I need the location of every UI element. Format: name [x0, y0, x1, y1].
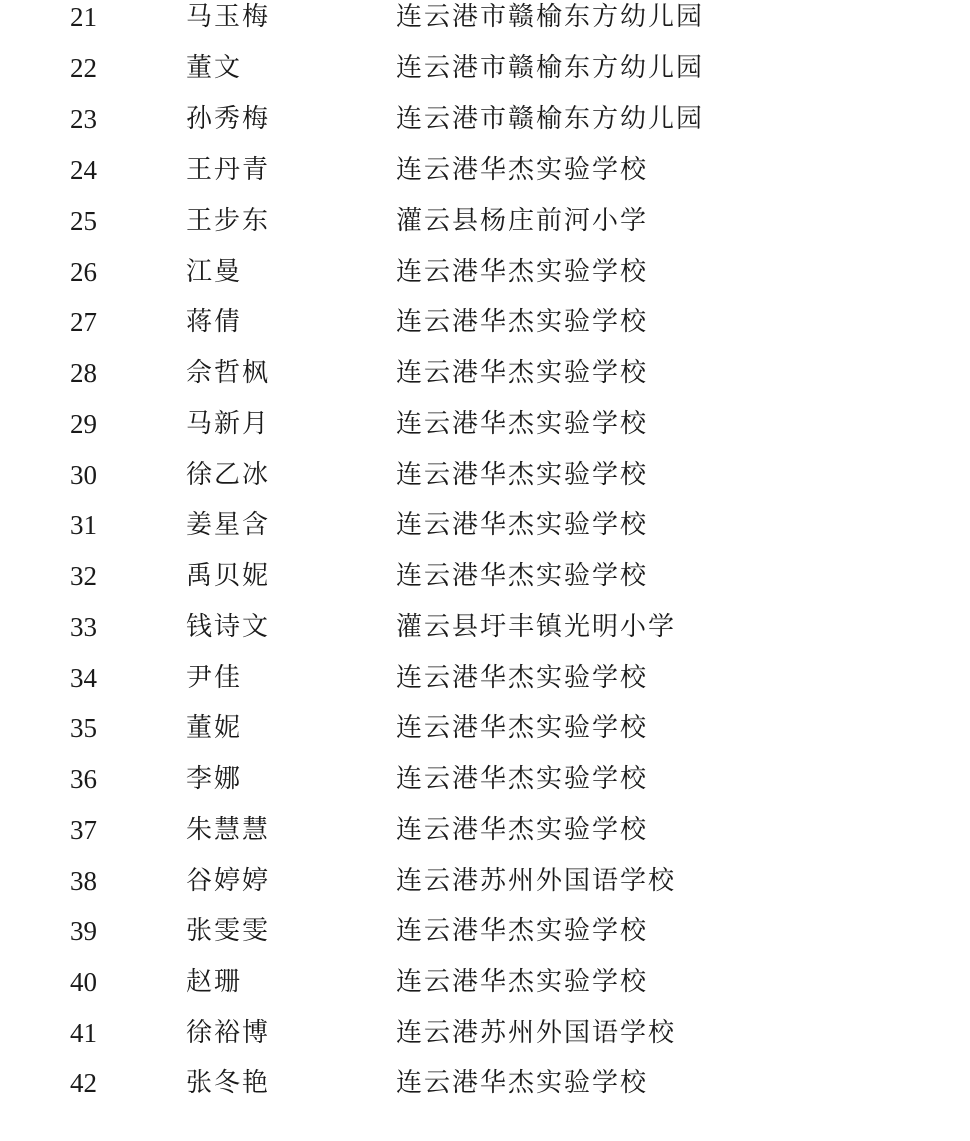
- table-row: [0, 247, 970, 298]
- row-number: 24: [70, 155, 97, 185]
- person-name: 江曼: [186, 257, 243, 287]
- table-row: [0, 297, 970, 348]
- school-name: 连云港华杰实验学校: [396, 967, 649, 997]
- person-name: 赵珊: [186, 967, 243, 997]
- person-name: 禹贝妮: [186, 561, 271, 591]
- table-row: [0, 500, 970, 551]
- table-row: [0, 805, 970, 856]
- row-number: 39: [70, 916, 97, 946]
- school-name: 连云港华杰实验学校: [396, 155, 649, 185]
- person-name: 马玉梅: [186, 2, 271, 32]
- school-name: 连云港华杰实验学校: [396, 510, 649, 540]
- school-name: 连云港华杰实验学校: [396, 257, 649, 287]
- row-number: 33: [70, 612, 97, 642]
- table-row: [0, 145, 970, 196]
- row-number: 42: [70, 1068, 97, 1098]
- school-name: 连云港市赣榆东方幼儿园: [396, 2, 705, 32]
- person-name: 姜星含: [186, 510, 271, 540]
- row-number: 25: [70, 206, 97, 236]
- school-name: 连云港市赣榆东方幼儿园: [396, 104, 705, 134]
- school-name: 连云港华杰实验学校: [396, 561, 649, 591]
- school-name: 灌云县杨庄前河小学: [396, 206, 649, 236]
- person-name: 张雯雯: [186, 916, 271, 946]
- person-name: 徐乙冰: [186, 460, 271, 490]
- person-name: 孙秀梅: [186, 104, 271, 134]
- table-row: [0, 399, 970, 450]
- row-number: 26: [70, 257, 97, 287]
- person-name: 朱慧慧: [186, 815, 271, 845]
- person-name: 佘哲枫: [186, 358, 271, 388]
- person-name: 王步东: [186, 206, 271, 236]
- school-name: 连云港华杰实验学校: [396, 1068, 649, 1098]
- school-name: 连云港华杰实验学校: [396, 916, 649, 946]
- row-number: 22: [70, 53, 97, 83]
- school-name: 灌云县圩丰镇光明小学: [396, 612, 677, 642]
- person-name: 董妮: [186, 713, 243, 743]
- table-row: [0, 0, 970, 43]
- school-name: 连云港华杰实验学校: [396, 713, 649, 743]
- person-name: 张冬艳: [186, 1068, 271, 1098]
- school-name: 连云港苏州外国语学校: [396, 1018, 677, 1048]
- row-number: 36: [70, 764, 97, 794]
- row-number: 35: [70, 713, 97, 743]
- row-number: 28: [70, 358, 97, 388]
- table-row: [0, 551, 970, 602]
- school-name: 连云港华杰实验学校: [396, 764, 649, 794]
- person-name: 钱诗文: [186, 612, 271, 642]
- row-number: 41: [70, 1018, 97, 1048]
- table-row: [0, 196, 970, 247]
- table-row: [0, 348, 970, 399]
- school-name: 连云港华杰实验学校: [396, 307, 649, 337]
- row-number: 40: [70, 967, 97, 997]
- row-number: 32: [70, 561, 97, 591]
- row-number: 31: [70, 510, 97, 540]
- table-row: [0, 703, 970, 754]
- row-number: 30: [70, 460, 97, 490]
- person-name: 马新月: [186, 409, 271, 439]
- row-number: 27: [70, 307, 97, 337]
- row-number: 23: [70, 104, 97, 134]
- table-row: [0, 653, 970, 704]
- school-name: 连云港华杰实验学校: [396, 815, 649, 845]
- school-name: 连云港华杰实验学校: [396, 358, 649, 388]
- row-number: 29: [70, 409, 97, 439]
- school-name: 连云港华杰实验学校: [396, 460, 649, 490]
- table-row: [0, 450, 970, 501]
- table-row: [0, 1008, 970, 1059]
- person-name: 谷婷婷: [186, 866, 271, 896]
- person-name: 尹佳: [186, 663, 243, 693]
- table-row: [0, 1058, 970, 1109]
- row-number: 34: [70, 663, 97, 693]
- school-name: 连云港华杰实验学校: [396, 409, 649, 439]
- person-name: 王丹青: [186, 155, 271, 185]
- person-name: 蒋倩: [186, 307, 243, 337]
- table-row: [0, 856, 970, 907]
- table-row: [0, 957, 970, 1008]
- table-row: [0, 602, 970, 653]
- row-number: 21: [70, 2, 97, 32]
- table-row: [0, 94, 970, 145]
- school-name: 连云港市赣榆东方幼儿园: [396, 53, 705, 83]
- person-name: 徐裕博: [186, 1018, 271, 1048]
- row-number: 38: [70, 866, 97, 896]
- school-name: 连云港苏州外国语学校: [396, 866, 677, 896]
- table-row: [0, 906, 970, 957]
- person-name: 李娜: [186, 764, 243, 794]
- table-row: [0, 754, 970, 805]
- person-name: 董文: [186, 53, 243, 83]
- table-row: [0, 43, 970, 94]
- school-name: 连云港华杰实验学校: [396, 663, 649, 693]
- row-number: 37: [70, 815, 97, 845]
